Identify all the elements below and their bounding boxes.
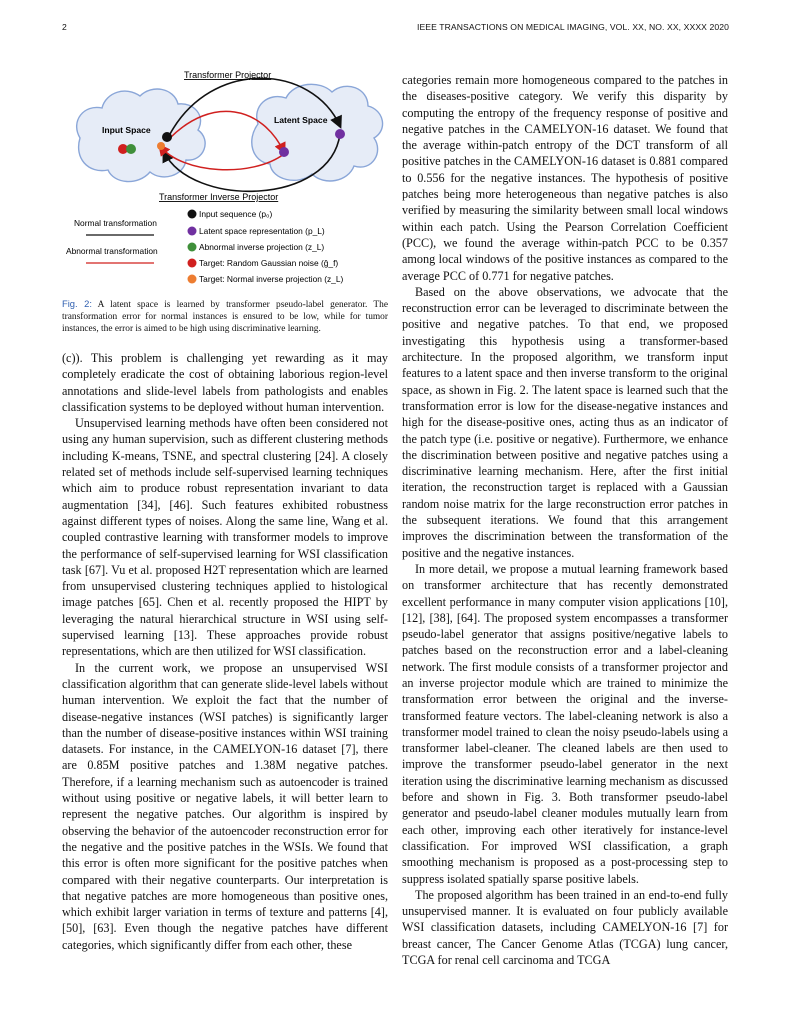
legend-dot-input: [188, 210, 197, 219]
legend-item-latent: Latent space representation (p_L): [199, 226, 325, 236]
normal-inverse-point: [157, 142, 165, 150]
legend-item-abnormal: Abnormal inverse projection (z_L): [199, 242, 325, 252]
paragraph: Based on the above observations, we advocate that the reconstruction error can be leveraged to discriminate between the positive and negative patches. To that end, we proposed investigating this hypothesis using a transformer-based architecture. In the proposed algorithm, we transform input features to a latent space and then inverse transform to the original space, as shown in Fig. 2. The latent space is learned such that the transformation error is low for the disease-negative instances and high for the disease-positive ones, acting thus as an indicator of the patch type (i.e. positive or negative). Furthermore, we enhance the discrimination between positive and negative patches using a discriminative learning mechanism. Here, after the first initial iteration, the reconstruction target is replaced with a Gaussian random noise matrix for the large reconstruction error patches in the subsequent iterations. We found that this arrangement improves the discrimination between the transformation of the positive and the negative instances.: [402, 284, 728, 560]
legend-dot-noise: [188, 259, 197, 268]
legend-item-input: Input sequence (p₀): [199, 209, 273, 219]
legend: [188, 209, 344, 284]
legend-dot-latent: [188, 227, 197, 236]
page-header: [62, 22, 729, 36]
caption-label: Fig. 2:: [62, 298, 92, 309]
journal-header: IEEE TRANSACTIONS ON MEDICAL IMAGING, VOL. XX, NO. XX, XXXX 2020: [416, 22, 729, 32]
paragraph: (c)). This problem is challenging yet rewarding as it may completely eradicate the cost of obtaining laborious region-level annotations and slide-level labels from pathologists and enables classification systems to be deployed without human intervention.: [62, 351, 388, 414]
transformer-projector-label: Transformer Projector: [184, 70, 272, 80]
paragraph: The proposed algorithm has been trained in an end-to-end fully unsupervised manner. It is evaluated on four publicly available WSI classification datasets, including CAMELYON-16 [7] for breast cancer, The Cancer Genome Atlas (TCGA) lung cancer, TCGA for renal cell carcinoma and TCGA: [402, 887, 728, 968]
paragraph: categories remain more homogeneous compared to the patches in the diseases-positive category. We verify this disparity by computing the entropy of the frequency response of positive and negative patches in the CAMELYON-16 dataset. We found that the average within-patch entropy of the DCT transform of all positive patches in the CAMELYON-16 dataset is 0.881 compared to 0.556 for the negative instances. The hypothesis of positive patches being more heterogeneous than negative patches is also verified by measuring the similarity between small local windows within each patch. Using the Pearson Correlation Coefficient (PCC), we found the average within-patch PCC to be 0.357 among local windows of the positive instances as compared to the average PCC of 0.771 for negative patches.: [402, 73, 728, 283]
paragraph: In more detail, we propose a mutual learning framework based on transformer architecture that has recently demonstrated excellent performance in many computer vision applications [10], [12], [38], [64]. The proposed system encompasses a transformer pseudo-label generator that assigns positive/negative labels to patches based on the reconstruction error and a label-cleaning network. The first module consists of a transformer projector and an inverse projector module which are trained to minimize the transformation error between the original and the inverse-transformed feature vectors. The label-cleaning network is also a transformer model trained to clean the noisy pseudo-labels using a transformer label-cleaner. The cleaned labels are then used to improve the transformer pseudo-label generator in the next iteration using the discriminative learning mechanism as discussed before and shown in Fig. 3. Both transformer pseudo-label generator and pseudo-label cleaner modules mutually learn from each other, improving each other iteratively for instance-level classification. For improved WSI classification, a graph smoothing mechanism is proposed as a post-processing step to suppress isolated spatially sparse positive labels.: [402, 561, 728, 886]
transformer-inverse-projector-label: Transformer Inverse Projector: [159, 192, 279, 202]
figure-caption: [62, 298, 388, 335]
left-column: [62, 350, 388, 953]
caption-text: A latent space is learned by transformer pseudo-label generator. The transformation error for normal instances is ensured to be low, while for tumor instances, the error is aimed to be high using discriminative learning.: [62, 300, 388, 334]
legend-dot-normal-inverse: [188, 275, 197, 284]
latent-point-normal: [335, 129, 345, 139]
right-column: [402, 72, 728, 968]
latent-point-abnormal: [279, 147, 289, 157]
legend-item-normal-inverse: Target: Normal inverse projection (z_L): [199, 274, 344, 284]
legend-item-noise: Target: Random Gaussian noise (ĝ_f): [199, 258, 339, 268]
abnormal-transformation-label: Abnormal transformation: [66, 246, 158, 256]
input-point: [162, 132, 172, 142]
abnormal-inverse-point: [126, 144, 136, 154]
latent-space-label: Latent Space: [274, 115, 328, 125]
paragraph: In the current work, we propose an unsupervised WSI classification algorithm that can generate slide-level labels without human intervention. We exploit the fact that the number of disease-negative instances (WSI patches) is significantly larger than the number of disease-positive instances within WSI training datasets. For instance, in the CAMELYON-16 dataset [7], there are 0.85M positive patches and 1.38M negative patches. Therefore, if a learning mechanism such as autoencoder is trained without using positive or negative labels, it will better learn to represent the negative patches. Our algorithm is inspired by observing the behavior of the autoencoder reconstruction error for the negative and the positive patches in the WSIs. We found that this error is often more significant for the positive patches when compared with their negative counterparts. Our interpretation is that negative patches are more homogeneous than positive ones, which exhibit larger variation in terms of texture and patterns [4], [50], [63]. Even though the negative patches have different categories, which significantly differ from each other, these: [62, 660, 388, 952]
legend-dot-abnormal: [188, 243, 197, 252]
page-number: 2: [62, 22, 67, 32]
input-space-label: Input Space: [102, 125, 151, 135]
input-space-cloud: [77, 89, 205, 182]
normal-transformation-label: Normal transformation: [74, 218, 157, 228]
paragraph: Unsupervised learning methods have often been considered not using any human supervision, such as different clustering methods including K-means, TSNE, and spectral clustering [24]. A closely related set of methods include self-supervised learning techniques which aim to produce robust representation invariant to data augmentation [34], [46]. Such features exhibited robustness against different types of noises. Along the same line, Wang et al. coupled contrastive learning with transformer models to improve the performance of self-supervised learning for WSI classification task [67]. Vu et al. proposed H2T representation which are learned from unsupervised clustering techniques applied to histological image patches [65]. Chen et al. recently proposed the HIPT by leveraging the natural hierarchical structure in WSI using self-supervised learning [13]. These approaches provide robust representations, which are then utilized for WSI classification.: [62, 416, 388, 659]
figure-latent-space: [62, 66, 388, 292]
